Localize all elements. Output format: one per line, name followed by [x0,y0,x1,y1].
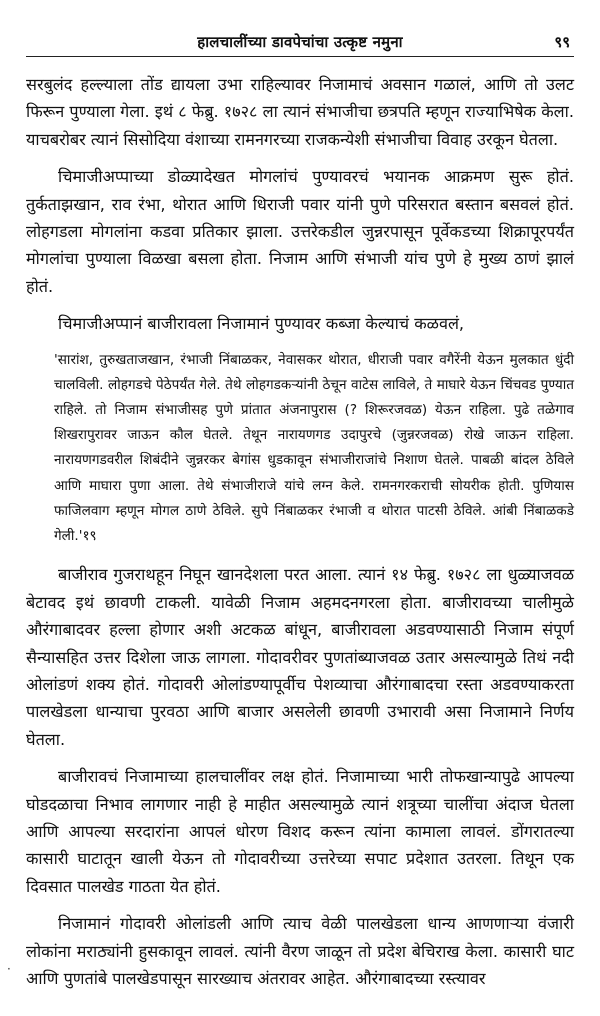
paragraph-5: बाजीरावचं निजामाच्या हालचालींवर लक्ष होतं. निजामाच्या भारी तोफखान्यापुढे आपल्या घोडदळाचा निभाव लागणार नाही हे माहीत असल्यामुळे त्यानं शत्रूच्या चालींचा अंदाज घेतला आणि आपल्या सरदारांना आपलं धोरण विशद करून त्यांना कामाला लावलं. डोंगरातल्या कासारी घाटातून खाली येऊन तो गोदावरीच्या उत्तरेच्या सपाट प्रदेशात उतरला. तिथून एक दिवसात पालखेड गाठता येत होतं. [26,767,574,896]
margin-dot: · [7,962,11,976]
block-quote: 'सारांश, तुरुखताजखान, रंभाजी निंबाळकर, नेवासकर थोरात, धीराजी पवार वगैरेंनी येऊन मुलकात धुंदी चालविली. लोहगडचे पेठेपर्यंत गेले. तेथे लोहगडकऱ्यांनी ठेचून वाटेस लाविले, ते माघारे येऊन चिंचवड पुण्यात राहिले. तो निजाम संभाजीसह पुणे प्रांतात अंजनापुरास (? शिरूरजवळ) येऊन राहिला. पुढे तळेगाव शिखरापुरावर जाऊन कौल घेतले. तेथून नारायणगड उदापुरचे (जुन्नरजवळ) रोखे जाऊन राहिला. नारायणगडवरील शिबंदीने जुन्नरकर बेगांस धुडकावून संभाजीराजांचे निशाण घेतले. पाबळी बांदल ठेविले आणि माघारा पुणा आला. तेथे संभाजीराजे यांचे लग्न केले. रामनगरकराची सोयरीक होती. पुणियास फाजिलवाग म्हणून मोगल ठाणे ठेविले. सुपे निंबाळकर रंभाजी व थोरात पाटसी ठेविले. आंबी निंबाळकडे गेली.'१९ [54,351,574,545]
page-header [26,30,574,57]
running-title: हालचालींच्या डावपेचांचा उत्कृष्ट नमुना [197,33,403,51]
paragraph-2: चिमाजीअप्पाच्या डोळ्यादेखत मोगलांचं पुण्यावरचं भयानक आक्रमण सुरू होतं. तुर्कताझखान, राव रंभा, थोरात आणि धिराजी पवार यांनी पुणे परिसरात बस्तान बसवलं होतं. लोहगडला मोगलांना कडवा प्रतिकार झाला. उत्तरेकडील जुन्नरपासून पूर्वेकडच्या शिक्रापूरपर्यंत मोगलांचा पुण्याला विळखा बसला होता. निजाम आणि संभाजी यांच पुणे हे मुख्य ठाणं झालं होतं. [26,167,574,296]
paragraph-1: सरबुलंद हल्ल्याला तोंड द्यायला उभा राहिल्यावर निजामाचं अवसान गळालं, आणि तो उलट फिरून पुण्याला गेला. इथं ८ फेब्रु. १७२८ ला त्यानं संभाजीचा छत्रपति म्हणून राज्याभिषेक केला. याचबरोबर त्यानं सिसोदिया वंशाच्या रामनगरच्या राजकन्येशी संभाजीचा विवाह उरकून घेतला. [26,75,574,149]
page-number: ९९ [554,33,570,51]
paragraph-6: निजामानं गोदावरी ओलांडली आणि त्याच वेळी पालखेडला धान्य आणणाऱ्या वंजारी लोकांना मराठ्यांनी हुसकावून लावलं. त्यांनी वैरण जाळून तो प्रदेश बेचिराख केला. कासारी घाट आणि पुणतांबे पालखेडपासून सारख्याच अंतरावर आहेत. औरंगाबादच्या रस्त्यावर [26,914,574,988]
body-text [26,71,574,1002]
paragraph-3: चिमाजीअप्पानं बाजीरावला निजामानं पुण्यावर कब्जा केल्याचं कळवलं, [58,314,465,334]
paragraph-4: बाजीराव गुजराथहून निघून खानदेशला परत आला. त्यानं १४ फेब्रु. १७२८ ला धुळ्याजवळ बेटावद इथं छावणी टाकली. यावेळी निजाम अहमदनगरला होता. बाजीरावच्या चालीमुळे औरंगाबादवर हल्ला होणार अशी अटकळ बांधून, बाजीरावला अडवण्यासाठी निजाम संपूर्ण सैन्यासहित उत्तर दिशेला जाऊ लागला. गोदावरीवर पुणतांब्याजवळ उतार असल्यामुळे तिथं नदी ओलांडणं शक्य होतं. गोदावरी ओलांडण्यापूर्वीच पेशव्याचा औरंगाबादचा रस्ता अडवण्याकरता पालखेडला धान्याचा पुरवठा आणि बाजार असलेली छावणी उभारावी असा निजामाने निर्णय घेतला. [26,565,574,749]
